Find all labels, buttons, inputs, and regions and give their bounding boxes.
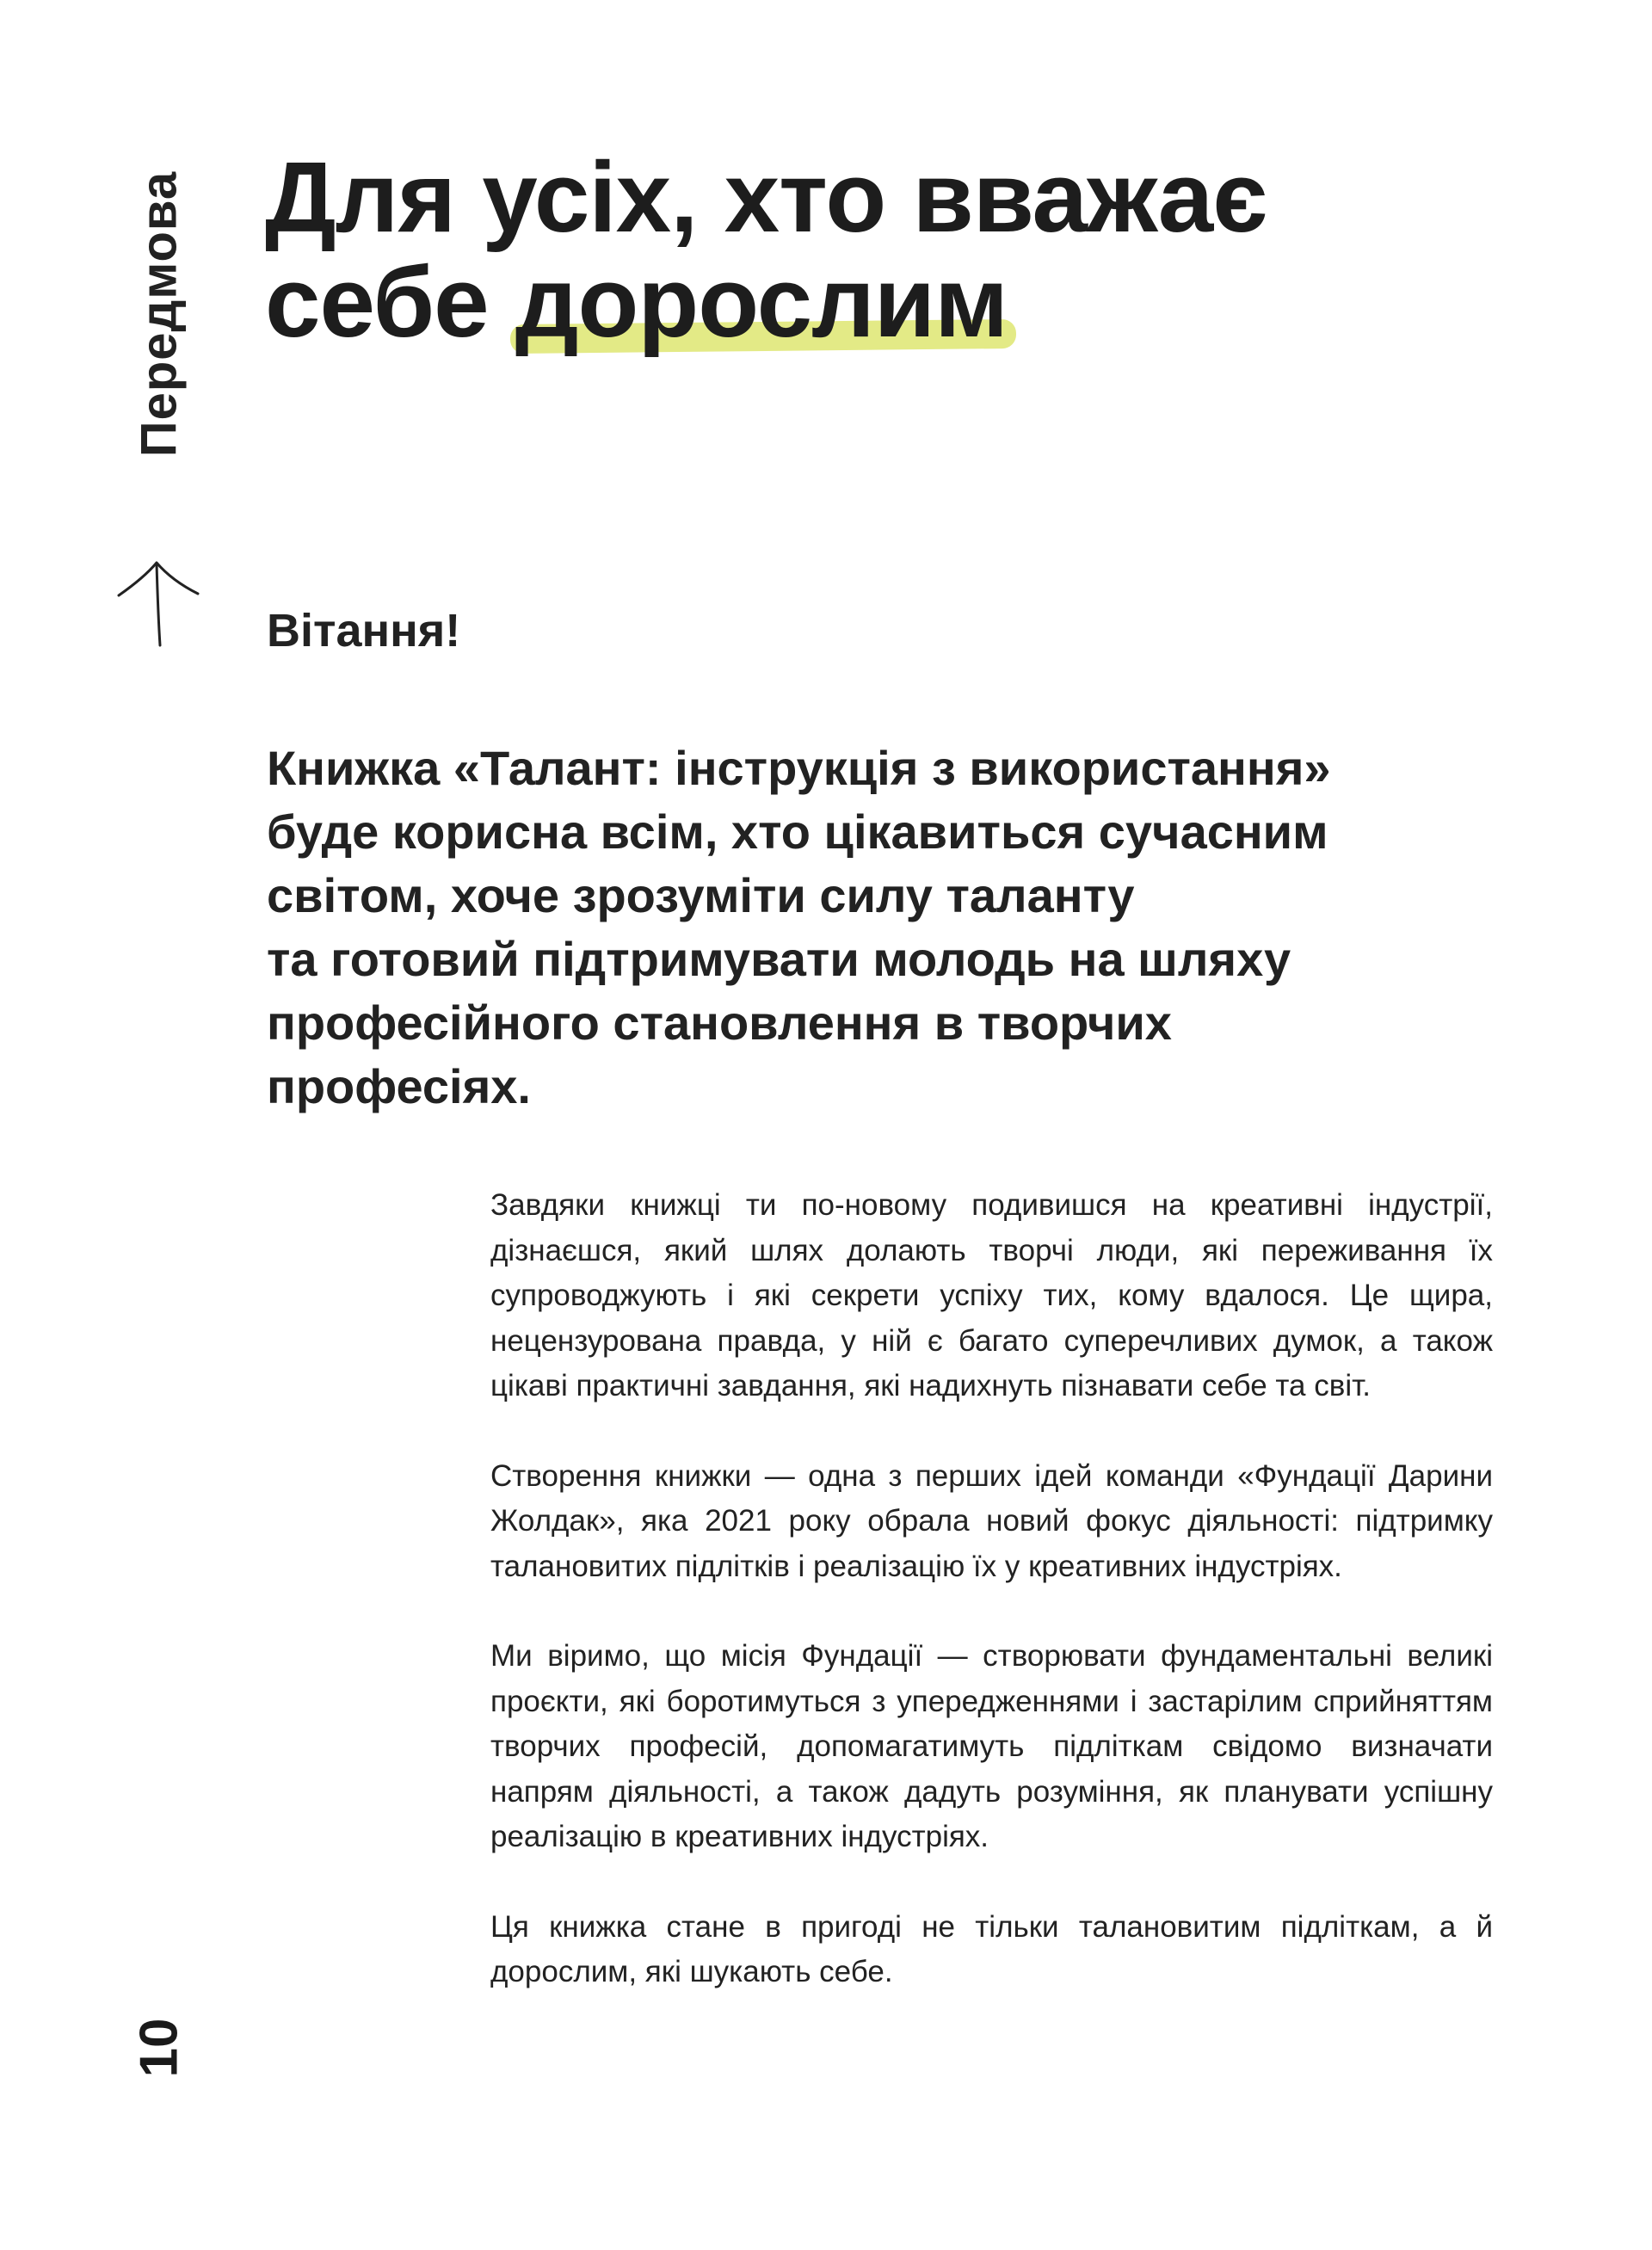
body-text bbox=[490, 1183, 1493, 2040]
greeting: Вітання! bbox=[267, 605, 461, 657]
lead-line: буде корисна всім, хто цікавиться сучасним bbox=[267, 804, 1328, 859]
page-number-text: 10 bbox=[129, 2018, 189, 2078]
page-number bbox=[129, 1996, 189, 2099]
lead-line: світом, хоче зрозуміти силу таланту bbox=[267, 868, 1135, 922]
body-paragraph: Ми віримо, що місія Фундації — створювати фундаментальні великі проєкти, які боротимуться з упередженнями і застарілим сприйняттям творчих професій, допомагатимуть підліткам свідомо визначати напрям діяльності, а також дадуть розуміння, як планувати успішну реалізацію в креативних індустріях. bbox=[490, 1639, 1493, 1853]
body-paragraph: Ця книжка стане в пригоді не тільки талановитим підліткам, а й дорослим, які шукають себе. bbox=[490, 1909, 1493, 1988]
title-line-1: Для усіх, хто вважає bbox=[265, 141, 1267, 253]
section-label-text: Передмова bbox=[131, 170, 188, 458]
body-paragraph: Завдяки книжці ти по-новому подивишся на креативні індустрії, дізнаєшся, який шлях долають творчі люди, які переживання їх супроводжують і які секрети успіху тих, кому вдалося. Це щира, нецензурована правда, у ній є багато суперечливих думок, а також цікаві практичні завдання, які надихнуть пізнавати себе та світ. bbox=[490, 1188, 1493, 1402]
lead-line: професійного становлення в творчих bbox=[267, 996, 1172, 1050]
title-highlight: дорослим bbox=[515, 246, 1008, 358]
lead-paragraph bbox=[267, 737, 1471, 1119]
body-paragraph: Створення книжки — одна з перших ідей команди «Фундації Дарини Жолдак», яка 2021 року обрала новий фокус діяльності: підтримку талановитих підлітків і реалізацію їх у креативних індустріях. bbox=[490, 1458, 1493, 1583]
arrow-up-icon bbox=[112, 559, 206, 654]
title-line-2-prefix: себе bbox=[265, 246, 515, 358]
lead-line: професіях. bbox=[267, 1059, 531, 1113]
lead-line: та готовий підтримувати молодь на шляху bbox=[267, 932, 1291, 986]
page-title bbox=[265, 141, 1470, 358]
section-label bbox=[131, 163, 188, 465]
lead-line: Книжка «Талант: інструкція з використання» bbox=[267, 741, 1331, 795]
